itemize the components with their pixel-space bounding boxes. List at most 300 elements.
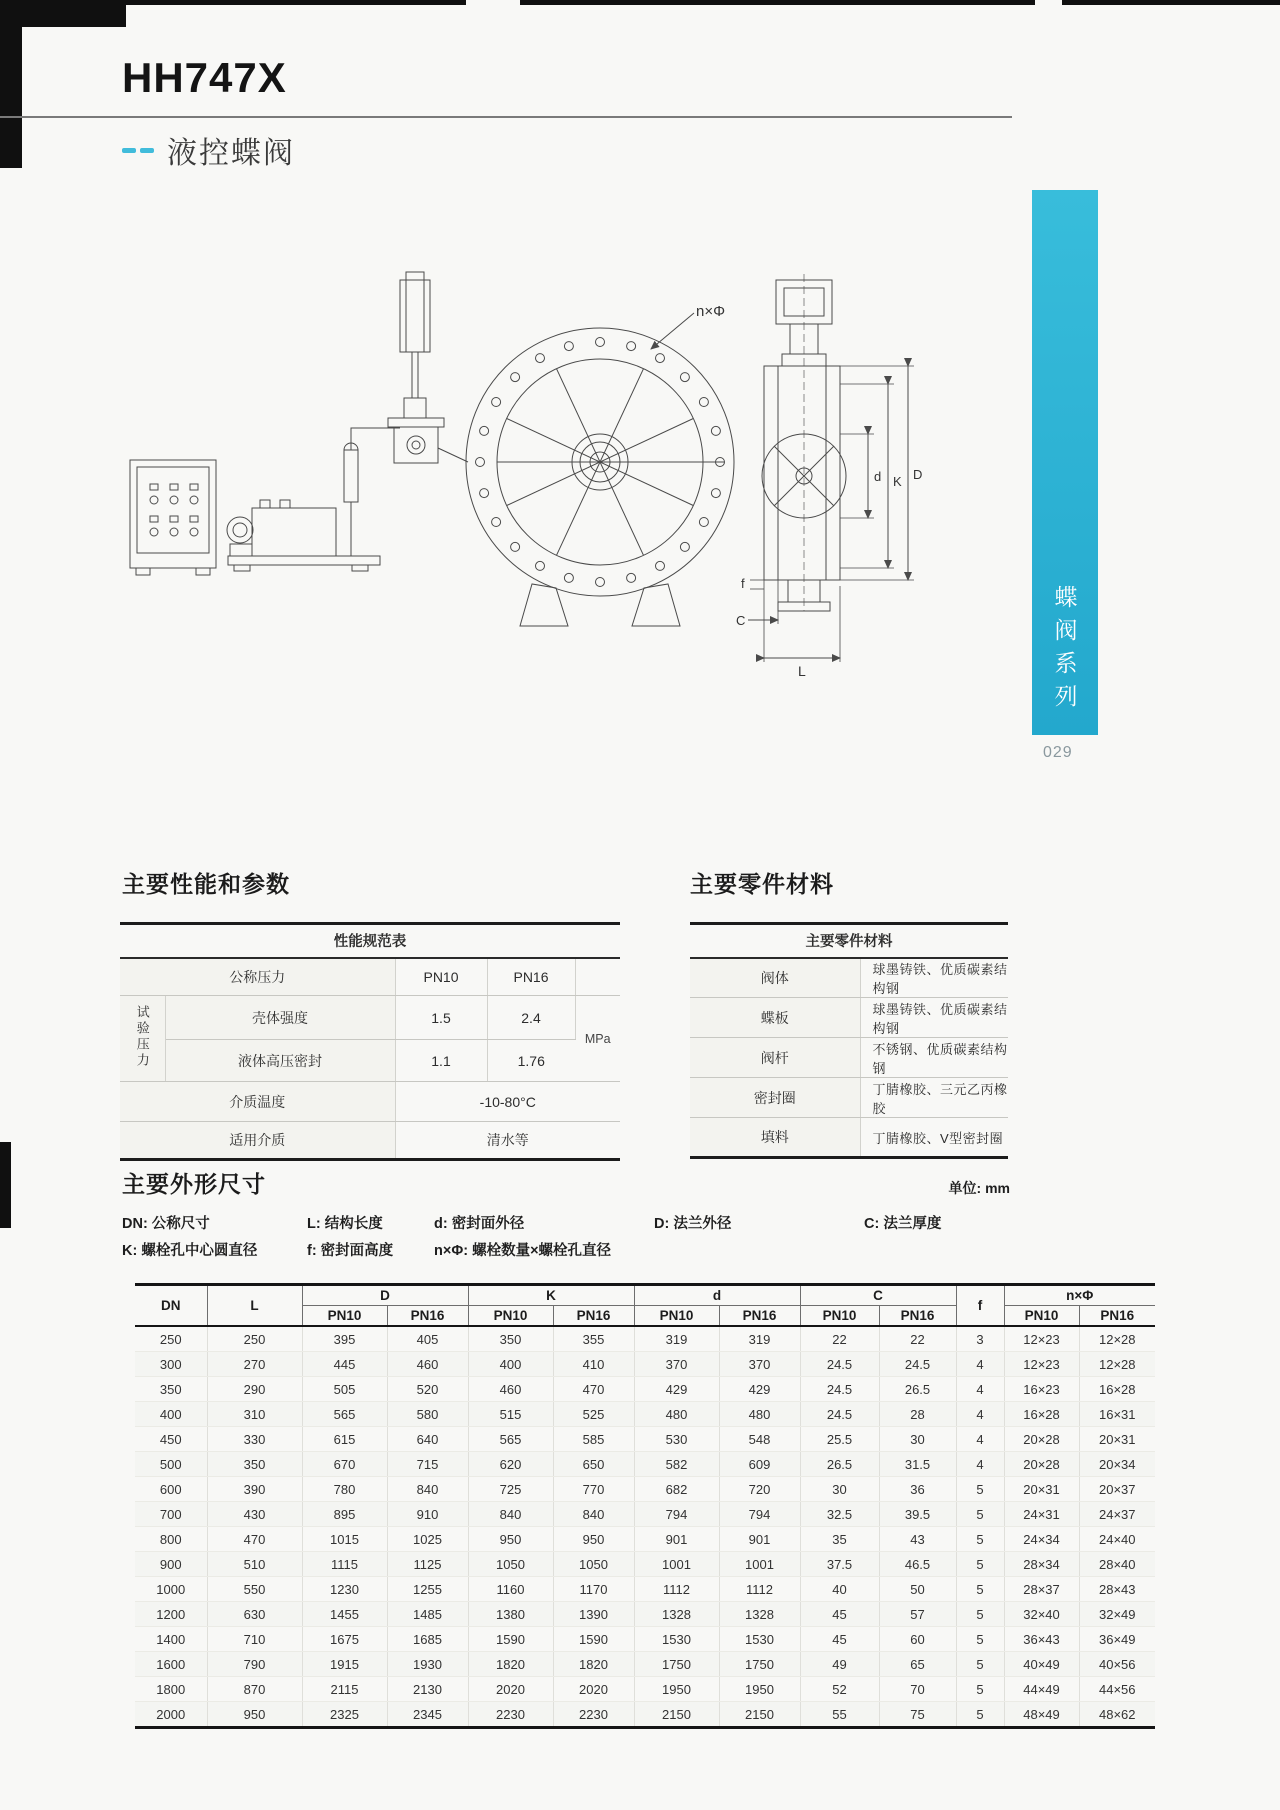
part-material: 丁腈橡胶、V型密封圈 bbox=[872, 1130, 1004, 1146]
dim-cell: 582 bbox=[634, 1452, 719, 1477]
dim-cell: 1750 bbox=[719, 1652, 800, 1677]
dim-cell: 250 bbox=[207, 1326, 302, 1352]
dim-cell: 429 bbox=[719, 1377, 800, 1402]
dim-cell: 28 bbox=[879, 1402, 956, 1427]
table-row bbox=[135, 1577, 1155, 1602]
legend-item: C: 法兰厚度 bbox=[864, 1216, 942, 1232]
dim-cell: 1050 bbox=[553, 1552, 634, 1577]
dim-cell: 910 bbox=[387, 1502, 468, 1527]
empty-cell bbox=[575, 958, 620, 996]
dim-cell: 682 bbox=[634, 1477, 719, 1502]
dim-cell: 28×34 bbox=[1004, 1552, 1079, 1577]
dim-cell: 1915 bbox=[302, 1652, 387, 1677]
pn10-subheader: PN10 bbox=[302, 1306, 387, 1327]
part-name: 蝶板 bbox=[690, 998, 860, 1038]
dim-cell: 900 bbox=[135, 1552, 207, 1577]
pn10-subheader: PN10 bbox=[800, 1306, 879, 1327]
dim-cell: 12×28 bbox=[1079, 1326, 1155, 1352]
dim-cell: 52 bbox=[800, 1677, 879, 1702]
dim-cell: 770 bbox=[553, 1477, 634, 1502]
table-row bbox=[135, 1377, 1155, 1402]
legend-item: D: 法兰外径 bbox=[654, 1216, 732, 1232]
dim-cell: 565 bbox=[468, 1427, 553, 1452]
pn10-header: PN10 bbox=[395, 958, 487, 996]
table-row bbox=[135, 1602, 1155, 1627]
table-row bbox=[135, 1402, 1155, 1427]
dim-cell: 350 bbox=[468, 1326, 553, 1352]
dim-cell: 16×31 bbox=[1079, 1402, 1155, 1427]
legend-item: n×Φ: 螺栓数量×螺栓孔直径 bbox=[434, 1243, 612, 1259]
dim-cell: 780 bbox=[302, 1477, 387, 1502]
accent-dash-icon bbox=[122, 148, 136, 153]
dim-cell: 405 bbox=[387, 1326, 468, 1352]
dim-cell: 530 bbox=[634, 1427, 719, 1452]
title-divider bbox=[0, 116, 1012, 118]
dim-cell: 1590 bbox=[553, 1627, 634, 1652]
dim-cell: 460 bbox=[468, 1377, 553, 1402]
dim-cell: 1200 bbox=[135, 1602, 207, 1627]
dim-cell: 39.5 bbox=[879, 1502, 956, 1527]
valve-drawing-svg bbox=[100, 266, 980, 738]
media-temperature-value: -10-80°C bbox=[395, 1082, 620, 1122]
dim-cell: 40 bbox=[800, 1577, 879, 1602]
dim-cell: 319 bbox=[634, 1326, 719, 1352]
page-number: 029 bbox=[1043, 744, 1073, 761]
dim-cell: 410 bbox=[553, 1352, 634, 1377]
dim-cell: 5 bbox=[956, 1702, 1004, 1728]
dim-cell: 2000 bbox=[135, 1702, 207, 1728]
dim-cell: 20×28 bbox=[1004, 1427, 1079, 1452]
dim-cell: 510 bbox=[207, 1552, 302, 1577]
dim-cell: 895 bbox=[302, 1502, 387, 1527]
dim-cell: 1328 bbox=[634, 1602, 719, 1627]
dim-cell: 620 bbox=[468, 1452, 553, 1477]
dim-cell: 36×43 bbox=[1004, 1627, 1079, 1652]
dim-cell: 1125 bbox=[387, 1552, 468, 1577]
dim-cell: 1390 bbox=[553, 1602, 634, 1627]
legend-item: L: 结构长度 bbox=[307, 1216, 383, 1232]
dim-cell: 950 bbox=[553, 1527, 634, 1552]
part-name: 阀体 bbox=[690, 958, 860, 998]
dim-cell: 515 bbox=[468, 1402, 553, 1427]
dim-cell: 55 bbox=[800, 1702, 879, 1728]
dim-cell: 1170 bbox=[553, 1577, 634, 1602]
dim-cell: 525 bbox=[553, 1402, 634, 1427]
dim-cell: 1820 bbox=[468, 1652, 553, 1677]
dim-cell: 565 bbox=[302, 1402, 387, 1427]
scan-artifact bbox=[520, 0, 1035, 5]
dim-cell: 2325 bbox=[302, 1702, 387, 1728]
dim-cell: 44×49 bbox=[1004, 1677, 1079, 1702]
col-header-l: L bbox=[207, 1285, 302, 1327]
dim-cell: 28×43 bbox=[1079, 1577, 1155, 1602]
legend-item: DN: 公称尺寸 bbox=[122, 1216, 210, 1232]
applicable-media-label: 适用介质 bbox=[120, 1122, 395, 1160]
dim-cell: 650 bbox=[553, 1452, 634, 1477]
dim-cell: 35 bbox=[800, 1527, 879, 1552]
dim-cell: 20×34 bbox=[1079, 1452, 1155, 1477]
unit-note: 单位: mm bbox=[948, 1180, 1010, 1196]
table-row bbox=[135, 1477, 1155, 1502]
dim-cell: 1750 bbox=[634, 1652, 719, 1677]
dim-cell: 290 bbox=[207, 1377, 302, 1402]
dim-cell: 16×28 bbox=[1004, 1402, 1079, 1427]
dim-cell: 505 bbox=[302, 1377, 387, 1402]
dim-cell: 1590 bbox=[468, 1627, 553, 1652]
dim-cell: 700 bbox=[135, 1502, 207, 1527]
dim-cell: 1400 bbox=[135, 1627, 207, 1652]
dim-cell: 75 bbox=[879, 1702, 956, 1728]
dim-cell: 2230 bbox=[553, 1702, 634, 1728]
legend-item: K: 螺栓孔中心圆直径 bbox=[122, 1243, 258, 1259]
table-row bbox=[135, 1552, 1155, 1577]
dim-cell: 1600 bbox=[135, 1652, 207, 1677]
dim-cell: 48×62 bbox=[1079, 1702, 1155, 1728]
dim-cell: 370 bbox=[719, 1352, 800, 1377]
table-row bbox=[135, 1502, 1155, 1527]
dim-cell: 901 bbox=[719, 1527, 800, 1552]
dim-cell: 16×23 bbox=[1004, 1377, 1079, 1402]
dim-cell: 5 bbox=[956, 1677, 1004, 1702]
dim-cell: 585 bbox=[553, 1427, 634, 1452]
dim-cell: 300 bbox=[135, 1352, 207, 1377]
dim-cell: 1675 bbox=[302, 1627, 387, 1652]
dim-cell: 28×40 bbox=[1079, 1552, 1155, 1577]
dim-cell: 57 bbox=[879, 1602, 956, 1627]
dim-cell: 1485 bbox=[387, 1602, 468, 1627]
pn16-header: PN16 bbox=[487, 958, 575, 996]
dim-cell: 355 bbox=[553, 1326, 634, 1352]
dim-cell: 794 bbox=[719, 1502, 800, 1527]
pn16-subheader: PN16 bbox=[879, 1306, 956, 1327]
dim-cell: 46.5 bbox=[879, 1552, 956, 1577]
dim-cell: 4 bbox=[956, 1352, 1004, 1377]
dim-cell: 30 bbox=[800, 1477, 879, 1502]
performance-heading: 主要性能和参数 bbox=[122, 871, 290, 897]
dim-cell: 460 bbox=[387, 1352, 468, 1377]
dim-cell: 350 bbox=[207, 1452, 302, 1477]
dim-cell: 24.5 bbox=[800, 1402, 879, 1427]
dim-cell: 840 bbox=[387, 1477, 468, 1502]
pn10-subheader: PN10 bbox=[468, 1306, 553, 1327]
technical-drawing bbox=[100, 266, 980, 738]
pn16-subheader: PN16 bbox=[719, 1306, 800, 1327]
dim-cell: 1950 bbox=[634, 1677, 719, 1702]
dim-cell: 20×31 bbox=[1004, 1477, 1079, 1502]
dim-cell: 790 bbox=[207, 1652, 302, 1677]
shell-pn10-value: 1.5 bbox=[395, 996, 487, 1040]
dim-cell: 450 bbox=[135, 1427, 207, 1452]
dim-cell: 370 bbox=[634, 1352, 719, 1377]
dim-cell: 24×34 bbox=[1004, 1527, 1079, 1552]
dim-cell: 2115 bbox=[302, 1677, 387, 1702]
dim-cell: 60 bbox=[879, 1627, 956, 1652]
dim-cell: 45 bbox=[800, 1627, 879, 1652]
dim-cell: 2130 bbox=[387, 1677, 468, 1702]
test-pressure-label: 试验压力 bbox=[134, 1005, 150, 1069]
applicable-media-value: 清水等 bbox=[486, 1132, 529, 1148]
dim-cell: 870 bbox=[207, 1677, 302, 1702]
dim-cell: 25.5 bbox=[800, 1427, 879, 1452]
dim-cell: 350 bbox=[135, 1377, 207, 1402]
dim-cell: 20×31 bbox=[1079, 1427, 1155, 1452]
dim-cell: 40×56 bbox=[1079, 1652, 1155, 1677]
dim-cell: 4 bbox=[956, 1427, 1004, 1452]
dim-cell: 26.5 bbox=[800, 1452, 879, 1477]
scan-artifact bbox=[0, 0, 22, 168]
dim-cell: 794 bbox=[634, 1502, 719, 1527]
dim-cell: 5 bbox=[956, 1577, 1004, 1602]
col-group-D: D bbox=[302, 1285, 468, 1306]
dim-cell: 430 bbox=[207, 1502, 302, 1527]
model-title: HH747X bbox=[122, 54, 287, 101]
dim-cell: 5 bbox=[956, 1602, 1004, 1627]
pn16-subheader: PN16 bbox=[553, 1306, 634, 1327]
scan-artifact bbox=[126, 0, 466, 5]
dim-cell: 270 bbox=[207, 1352, 302, 1377]
dim-cell: 950 bbox=[207, 1702, 302, 1728]
dim-cell: 1050 bbox=[468, 1552, 553, 1577]
dim-cell: 715 bbox=[387, 1452, 468, 1477]
materials-table bbox=[690, 922, 1008, 1159]
part-name: 填料 bbox=[690, 1118, 860, 1158]
dim-cell: 1820 bbox=[553, 1652, 634, 1677]
dim-cell: 400 bbox=[468, 1352, 553, 1377]
dim-cell: 43 bbox=[879, 1527, 956, 1552]
dim-cell: 50 bbox=[879, 1577, 956, 1602]
dim-cell: 5 bbox=[956, 1502, 1004, 1527]
dimensions-heading: 主要外形尺寸 bbox=[122, 1171, 266, 1197]
table-row bbox=[135, 1452, 1155, 1477]
dim-cell: 500 bbox=[135, 1452, 207, 1477]
pn10-subheader: PN10 bbox=[1004, 1306, 1079, 1327]
dim-cell: 310 bbox=[207, 1402, 302, 1427]
dim-cell: 40×49 bbox=[1004, 1652, 1079, 1677]
dim-cell: 840 bbox=[468, 1502, 553, 1527]
pn16-subheader: PN16 bbox=[387, 1306, 468, 1327]
dim-cell: 445 bbox=[302, 1352, 387, 1377]
col-group-nphi: n×Φ bbox=[1004, 1285, 1155, 1306]
shell-strength-label: 壳体强度 bbox=[165, 996, 395, 1040]
part-material: 丁腈橡胶、三元乙丙橡胶 bbox=[860, 1078, 1008, 1118]
nphi-dim-label: n×Φ bbox=[696, 303, 726, 320]
dim-cell: 1112 bbox=[634, 1577, 719, 1602]
scan-artifact bbox=[0, 1142, 11, 1228]
accent-dash-icon bbox=[140, 148, 154, 153]
dim-cell: 1685 bbox=[387, 1627, 468, 1652]
dim-cell: 390 bbox=[207, 1477, 302, 1502]
dim-cell: 950 bbox=[468, 1527, 553, 1552]
dim-cell: 480 bbox=[634, 1402, 719, 1427]
dim-cell: 400 bbox=[135, 1402, 207, 1427]
materials-table-title: 主要零件材料 bbox=[690, 924, 1008, 958]
pn16-subheader: PN16 bbox=[1079, 1306, 1155, 1327]
performance-table bbox=[120, 922, 620, 1161]
part-name: 密封圈 bbox=[690, 1078, 860, 1118]
dim-cell: 250 bbox=[135, 1326, 207, 1352]
dim-cell: 1112 bbox=[719, 1577, 800, 1602]
dim-cell: 36 bbox=[879, 1477, 956, 1502]
dim-cell: 1380 bbox=[468, 1602, 553, 1627]
dim-cell: 840 bbox=[553, 1502, 634, 1527]
dim-cell: 24×31 bbox=[1004, 1502, 1079, 1527]
dim-cell: 22 bbox=[800, 1326, 879, 1352]
dim-cell: 901 bbox=[634, 1527, 719, 1552]
table-row bbox=[135, 1677, 1155, 1702]
l-dim-label: L bbox=[798, 663, 806, 679]
scan-artifact bbox=[1062, 0, 1280, 5]
dim-cell: 48×49 bbox=[1004, 1702, 1079, 1728]
seal-pressure-label: 液体高压密封 bbox=[165, 1040, 395, 1082]
dim-cell: 36×49 bbox=[1079, 1627, 1155, 1652]
dim-cell: 4 bbox=[956, 1377, 1004, 1402]
dim-cell: 2150 bbox=[719, 1702, 800, 1728]
dim-cell: 580 bbox=[387, 1402, 468, 1427]
legend-item: d: 密封面外径 bbox=[434, 1216, 525, 1232]
dim-cell: 630 bbox=[207, 1602, 302, 1627]
dim-cell: 32×49 bbox=[1079, 1602, 1155, 1627]
dim-cell: 2020 bbox=[553, 1677, 634, 1702]
dim-cell: 1530 bbox=[719, 1627, 800, 1652]
series-side-tab bbox=[1032, 190, 1098, 735]
c-dim-label: C bbox=[736, 613, 746, 628]
dim-cell: 4 bbox=[956, 1402, 1004, 1427]
dim-cell: 640 bbox=[387, 1427, 468, 1452]
dim-cell: 28×37 bbox=[1004, 1577, 1079, 1602]
dcap-dim-label: D bbox=[913, 467, 923, 482]
dim-cell: 429 bbox=[634, 1377, 719, 1402]
dim-cell: 1001 bbox=[634, 1552, 719, 1577]
dim-cell: 32×40 bbox=[1004, 1602, 1079, 1627]
seal-pn16-value: 1.76 bbox=[487, 1040, 575, 1082]
dim-cell: 319 bbox=[719, 1326, 800, 1352]
series-tab-label: 蝶阀系列 bbox=[1051, 585, 1078, 717]
dim-cell: 600 bbox=[135, 1477, 207, 1502]
dim-cell: 49 bbox=[800, 1652, 879, 1677]
dim-cell: 710 bbox=[207, 1627, 302, 1652]
table-row bbox=[135, 1527, 1155, 1552]
dimensions-table bbox=[135, 1283, 1155, 1729]
table-row bbox=[135, 1352, 1155, 1377]
dim-cell: 24.5 bbox=[879, 1352, 956, 1377]
dim-cell: 470 bbox=[207, 1527, 302, 1552]
dim-cell: 1000 bbox=[135, 1577, 207, 1602]
dim-cell: 2345 bbox=[387, 1702, 468, 1728]
legend-item: f: 密封面高度 bbox=[307, 1243, 394, 1259]
dim-cell: 2150 bbox=[634, 1702, 719, 1728]
col-group-C: C bbox=[800, 1285, 956, 1306]
dim-cell: 24×37 bbox=[1079, 1502, 1155, 1527]
dim-cell: 1930 bbox=[387, 1652, 468, 1677]
dim-cell: 609 bbox=[719, 1452, 800, 1477]
pressure-unit: MPa bbox=[575, 996, 620, 1082]
dim-cell: 20×37 bbox=[1079, 1477, 1155, 1502]
part-material: 不锈钢、优质碳素结构钢 bbox=[860, 1038, 1008, 1078]
pn10-subheader: PN10 bbox=[634, 1306, 719, 1327]
dim-cell: 5 bbox=[956, 1527, 1004, 1552]
dim-cell: 16×28 bbox=[1079, 1377, 1155, 1402]
dim-cell: 32.5 bbox=[800, 1502, 879, 1527]
dim-cell: 725 bbox=[468, 1477, 553, 1502]
valve-type-subtitle: 液控蝶阀 bbox=[167, 137, 295, 170]
dim-cell: 548 bbox=[719, 1427, 800, 1452]
dim-cell: 26.5 bbox=[879, 1377, 956, 1402]
table-row bbox=[135, 1627, 1155, 1652]
part-material: 球墨铸铁、优质碳素结构钢 bbox=[860, 998, 1008, 1038]
table-row bbox=[135, 1702, 1155, 1728]
dimension-legend bbox=[122, 1212, 1157, 1266]
table-row bbox=[135, 1326, 1155, 1352]
f-dim-label: f bbox=[741, 576, 745, 591]
media-temperature-label: 介质温度 bbox=[120, 1082, 395, 1122]
dim-cell: 37.5 bbox=[800, 1552, 879, 1577]
dim-cell: 720 bbox=[719, 1477, 800, 1502]
dim-cell: 2230 bbox=[468, 1702, 553, 1728]
dim-cell: 800 bbox=[135, 1527, 207, 1552]
performance-table-title: 性能规范表 bbox=[120, 924, 620, 958]
dim-cell: 20×28 bbox=[1004, 1452, 1079, 1477]
dim-cell: 1328 bbox=[719, 1602, 800, 1627]
materials-heading: 主要零件材料 bbox=[690, 871, 834, 897]
dim-cell: 1115 bbox=[302, 1552, 387, 1577]
table-row bbox=[135, 1652, 1155, 1677]
dim-cell: 65 bbox=[879, 1652, 956, 1677]
dim-cell: 70 bbox=[879, 1677, 956, 1702]
dim-cell: 24.5 bbox=[800, 1377, 879, 1402]
dim-cell: 395 bbox=[302, 1326, 387, 1352]
dim-cell: 480 bbox=[719, 1402, 800, 1427]
dim-cell: 5 bbox=[956, 1627, 1004, 1652]
dim-cell: 1455 bbox=[302, 1602, 387, 1627]
dim-cell: 1015 bbox=[302, 1527, 387, 1552]
dim-cell: 30 bbox=[879, 1427, 956, 1452]
shell-pn16-value: 2.4 bbox=[487, 996, 575, 1040]
seal-pn10-value: 1.1 bbox=[395, 1040, 487, 1082]
dim-cell: 1255 bbox=[387, 1577, 468, 1602]
col-group-d: d bbox=[634, 1285, 800, 1306]
nominal-pressure-label: 公称压力 bbox=[120, 958, 395, 996]
dim-cell: 12×28 bbox=[1079, 1352, 1155, 1377]
dim-cell: 615 bbox=[302, 1427, 387, 1452]
dim-cell: 1530 bbox=[634, 1627, 719, 1652]
dim-cell: 5 bbox=[956, 1552, 1004, 1577]
dim-cell: 550 bbox=[207, 1577, 302, 1602]
dim-cell: 3 bbox=[956, 1326, 1004, 1352]
k-dim-label: K bbox=[893, 474, 902, 489]
part-name: 阀杆 bbox=[690, 1038, 860, 1078]
dim-cell: 670 bbox=[302, 1452, 387, 1477]
dim-cell: 24.5 bbox=[800, 1352, 879, 1377]
dim-cell: 31.5 bbox=[879, 1452, 956, 1477]
dim-cell: 5 bbox=[956, 1652, 1004, 1677]
dim-cell: 5 bbox=[956, 1477, 1004, 1502]
dim-cell: 470 bbox=[553, 1377, 634, 1402]
dim-cell: 24×40 bbox=[1079, 1527, 1155, 1552]
d-dim-label: d bbox=[874, 469, 882, 484]
dim-cell: 1160 bbox=[468, 1577, 553, 1602]
dim-cell: 1230 bbox=[302, 1577, 387, 1602]
dim-cell: 22 bbox=[879, 1326, 956, 1352]
table-row bbox=[135, 1427, 1155, 1452]
dim-cell: 1025 bbox=[387, 1527, 468, 1552]
col-header-f: f bbox=[956, 1285, 1004, 1327]
dim-cell: 44×56 bbox=[1079, 1677, 1155, 1702]
dimensions-table-body bbox=[135, 1326, 1155, 1728]
subtitle-row bbox=[122, 130, 295, 170]
part-material: 球墨铸铁、优质碳素结构钢 bbox=[860, 958, 1008, 998]
dim-cell: 45 bbox=[800, 1602, 879, 1627]
col-group-K: K bbox=[468, 1285, 634, 1306]
